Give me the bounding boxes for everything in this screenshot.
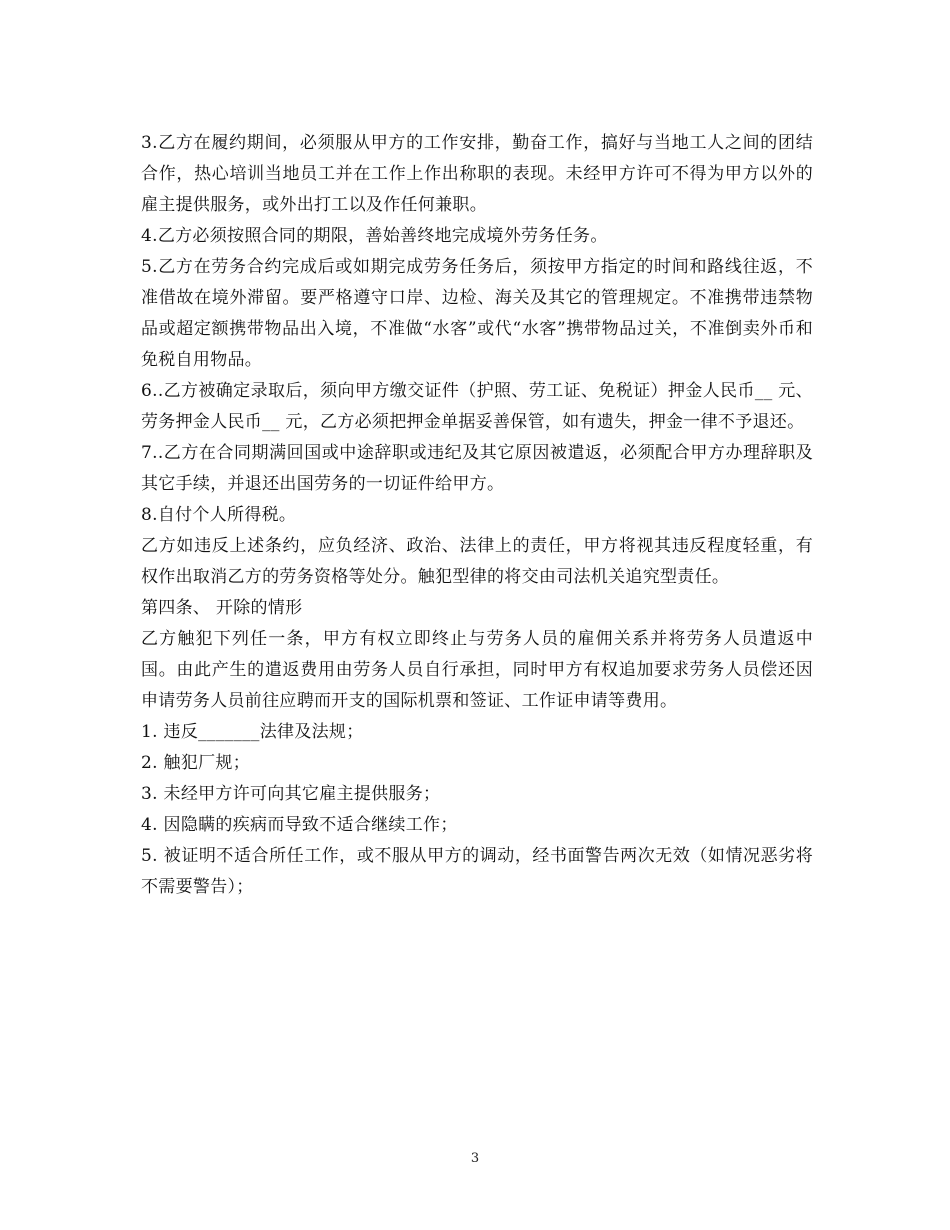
clause-4-paragraph: 4.乙方必须按照合同的期限，善始善终地完成境外劳务任务。 [141, 226, 608, 246]
clause-8-paragraph: 8.自付个人所得税。 [141, 505, 297, 525]
dismissal-item-4: 4. 因隐瞒的疾病而导致不适合继续工作； [141, 815, 458, 835]
dismissal-item-2: 2. 触犯厂规； [141, 753, 251, 773]
page-number: 3 [470, 1151, 480, 1166]
clause-3-paragraph: 3.乙方在履约期间，必须服从甲方的工作安排，勤奋工作，搞好与当地工人之间的团结合作，热心培训当地员工并在工作上作出称职的表现。未经甲方许可不得为甲方以外的雇主提供服务，或外出打工以及作任何兼职。 [141, 133, 813, 215]
clause-6-paragraph: 6..乙方被确定录取后，须向甲方缴交证件（护照、劳工证、免税证）押金人民币__ 元、劳务押金人民币__ 元，乙方必须把押金单据妥善保管，如有遗失，押金一律不予退还。 [141, 381, 813, 432]
clause-5-paragraph: 5.乙方在劳务合约完成后或如期完成劳务任务后，须按甲方指定的时间和路线往返，不准借故在境外滞留。要严格遵守口岸、边检、海关及其它的管理规定。不准携带违禁物品或超定额携带物品出入境，不准做“水客”或代“水客”携带物品过关，不准倒卖外币和免税自用物品。 [141, 257, 813, 370]
section-heading-article-4: 第四条、 开除的情形 [141, 598, 303, 618]
dismissal-item-1: 1. 违反_______法律及法规； [141, 722, 364, 742]
violation-liability-paragraph: 乙方如违反上述条约，应负经济、政治、法律上的责任，甲方将视其违反程度轻重，有权作出取消乙方的劳务资格等处分。触犯型律的将交由司法机关追究型责任。 [141, 536, 813, 587]
document-body [141, 128, 813, 903]
dismissal-item-3: 3. 未经甲方许可向其它雇主提供服务； [141, 784, 441, 804]
dismissal-item-5: 5. 被证明不适合所任工作，或不服从甲方的调动，经书面警告两次无效（如情况恶劣将不需要警告）； [141, 846, 813, 897]
clause-7-paragraph: 7..乙方在合同期满回国或中途辞职或违纪及其它原因被遣返，必须配合甲方办理辞职及其它手续，并退还出国劳务的一切证件给甲方。 [141, 443, 813, 494]
dismissal-intro-paragraph: 乙方触犯下列任一条，甲方有权立即终止与劳务人员的雇佣关系并将劳务人员遣返中国。由此产生的遣返费用由劳务人员自行承担，同时甲方有权追加要求劳务人员偿还因申请劳务人员前往应聘而开支的国际机票和签证、工作证申请等费用。 [141, 629, 813, 711]
